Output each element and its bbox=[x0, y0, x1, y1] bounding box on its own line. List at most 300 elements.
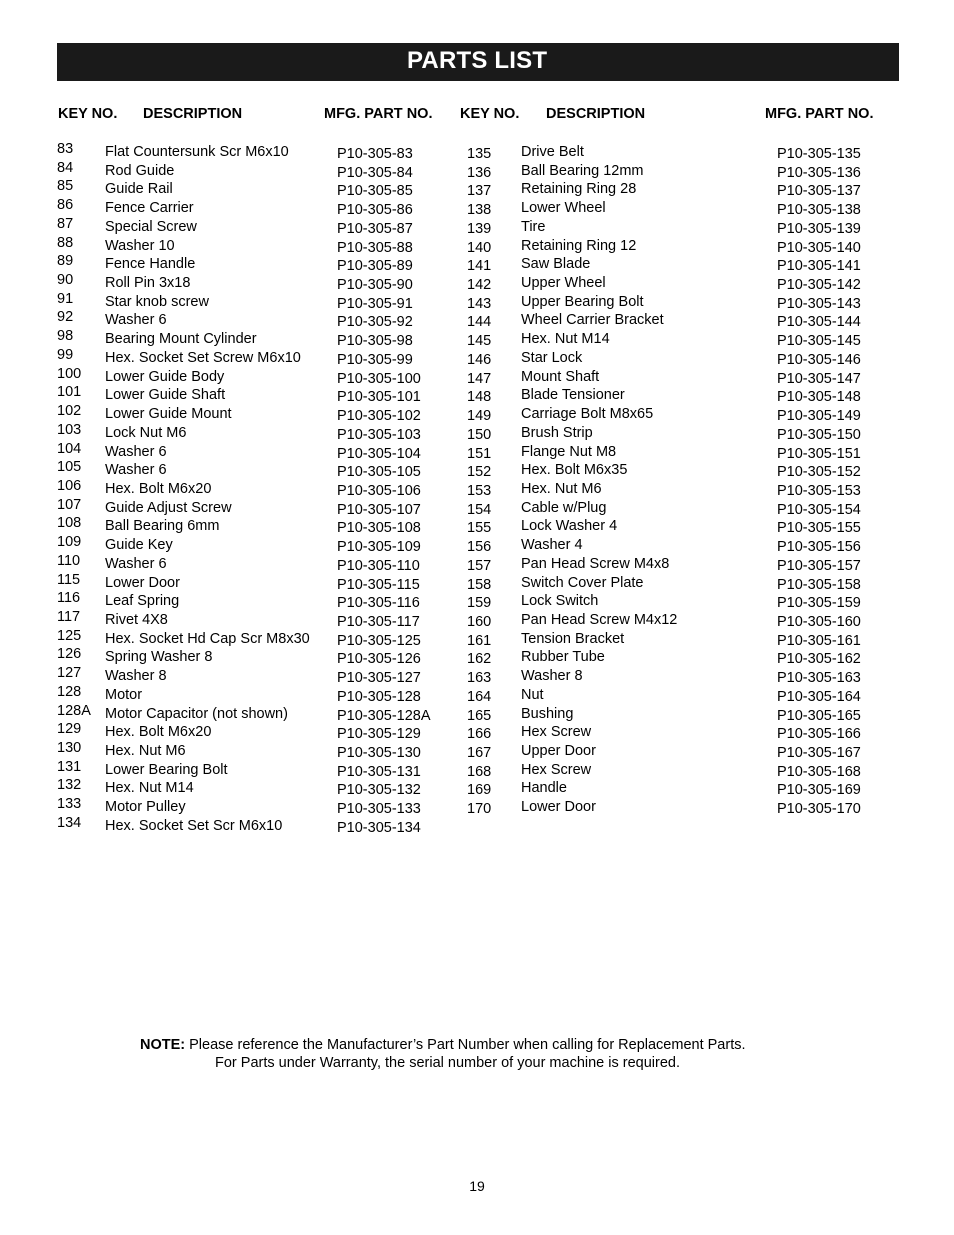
mfg-part-number: P10-305-162 bbox=[777, 651, 861, 668]
key-number: 100 bbox=[57, 365, 82, 382]
key-number: 146 bbox=[467, 351, 492, 368]
header-part-left: MFG. PART NO. bbox=[324, 106, 433, 122]
table-row bbox=[467, 386, 887, 405]
mfg-part-number: P10-305-147 bbox=[777, 370, 861, 387]
mfg-part-number: P10-305-168 bbox=[777, 763, 861, 780]
table-row bbox=[467, 218, 887, 237]
table-row bbox=[57, 180, 457, 199]
part-description: Upper Door bbox=[521, 743, 596, 759]
part-description: Washer 8 bbox=[521, 668, 583, 685]
table-row bbox=[57, 496, 457, 518]
key-number: 84 bbox=[57, 159, 74, 176]
mfg-part-number: P10-305-104 bbox=[337, 445, 421, 462]
part-description: Nut bbox=[521, 686, 544, 703]
mfg-part-number: P10-305-169 bbox=[777, 782, 861, 799]
mfg-part-number: P10-305-149 bbox=[777, 408, 861, 425]
part-description: Tension Bracket bbox=[521, 630, 625, 647]
key-number: 162 bbox=[467, 651, 492, 668]
key-number: 127 bbox=[57, 665, 82, 682]
parts-table-right bbox=[467, 143, 887, 817]
table-row bbox=[467, 443, 887, 462]
key-number: 128 bbox=[57, 683, 82, 700]
part-description: Carriage Bolt M8x65 bbox=[521, 406, 654, 423]
table-row bbox=[57, 440, 457, 462]
part-description: Ball Bearing 6mm bbox=[105, 518, 220, 535]
table-row bbox=[467, 143, 887, 162]
part-description: Star knob screw bbox=[105, 293, 209, 310]
mfg-part-number: P10-305-106 bbox=[337, 482, 421, 499]
part-description: Spring Washer 8 bbox=[105, 649, 213, 666]
part-description: Mount Shaft bbox=[521, 368, 600, 385]
part-description: Motor bbox=[105, 686, 143, 703]
key-number: 125 bbox=[57, 627, 82, 644]
key-number: 141 bbox=[467, 258, 492, 275]
part-description: Retaining Ring 28 bbox=[521, 181, 637, 198]
table-row bbox=[467, 648, 887, 667]
table-row bbox=[57, 274, 457, 293]
part-description: Lower Bearing Bolt bbox=[105, 761, 228, 778]
part-description: Hex. Nut M6 bbox=[521, 480, 602, 497]
mfg-part-number: P10-305-134 bbox=[337, 819, 421, 836]
mfg-part-number: P10-305-145 bbox=[777, 333, 861, 350]
mfg-part-number: P10-305-166 bbox=[777, 726, 861, 743]
header-key-left: KEY NO. bbox=[58, 106, 118, 122]
part-description: Lower Door bbox=[521, 799, 596, 816]
key-number: 168 bbox=[467, 763, 492, 780]
mfg-part-number: P10-305-143 bbox=[777, 295, 861, 312]
key-number: 169 bbox=[467, 782, 492, 799]
mfg-part-number: P10-305-159 bbox=[777, 595, 861, 612]
table-row bbox=[57, 421, 457, 443]
table-row bbox=[57, 702, 457, 724]
page-title: PARTS LIST bbox=[407, 47, 548, 74]
table-row bbox=[57, 592, 457, 611]
mfg-part-number: P10-305-129 bbox=[337, 726, 421, 743]
table-row bbox=[467, 798, 887, 817]
key-number: 142 bbox=[467, 277, 492, 294]
mfg-part-number: P10-305-100 bbox=[337, 370, 421, 387]
table-row bbox=[467, 180, 887, 199]
part-description: Tire bbox=[521, 218, 546, 235]
mfg-part-number: P10-305-99 bbox=[337, 351, 413, 368]
part-description: Pan Head Screw M4x12 bbox=[521, 611, 678, 628]
mfg-part-number: P10-305-90 bbox=[337, 277, 413, 294]
part-description: Guide Rail bbox=[105, 181, 173, 198]
key-number: 89 bbox=[57, 253, 74, 270]
part-description: Star Lock bbox=[521, 349, 583, 366]
part-description: Hex. Nut M6 bbox=[105, 743, 186, 759]
mfg-part-number: P10-305-127 bbox=[337, 670, 421, 687]
table-row bbox=[57, 199, 457, 218]
part-description: Hex. Socket Hd Cap Scr M8x30 bbox=[105, 630, 310, 647]
table-row bbox=[57, 779, 457, 798]
key-number: 99 bbox=[57, 346, 74, 363]
part-description: Rod Guide bbox=[105, 162, 175, 179]
mfg-part-number: P10-305-161 bbox=[777, 632, 861, 649]
part-description: Guide Adjust Screw bbox=[105, 499, 232, 516]
key-number: 145 bbox=[467, 333, 492, 350]
mfg-part-number: P10-305-109 bbox=[337, 539, 421, 556]
table-row bbox=[467, 517, 887, 536]
part-description: Hex. Nut M14 bbox=[105, 780, 194, 797]
table-row bbox=[57, 667, 457, 686]
key-number: 128A bbox=[57, 702, 91, 719]
parts-table-left bbox=[57, 143, 457, 836]
table-row bbox=[467, 574, 887, 593]
key-number: 126 bbox=[57, 646, 82, 663]
mfg-part-number: P10-305-117 bbox=[337, 613, 420, 630]
table-row bbox=[57, 648, 457, 667]
key-number: 158 bbox=[467, 576, 492, 593]
table-row bbox=[57, 742, 457, 761]
mfg-part-number: P10-305-167 bbox=[777, 745, 861, 761]
table-row bbox=[57, 477, 457, 499]
key-number: 104 bbox=[57, 440, 82, 457]
mfg-part-number: P10-305-153 bbox=[777, 482, 861, 499]
table-row bbox=[57, 517, 457, 536]
table-row bbox=[467, 330, 887, 349]
table-row bbox=[467, 630, 887, 649]
key-number: 140 bbox=[467, 239, 492, 256]
part-description: Rubber Tube bbox=[521, 649, 605, 666]
key-number: 83 bbox=[57, 141, 74, 157]
mfg-part-number: P10-305-116 bbox=[337, 595, 420, 612]
part-description: Upper Bearing Bolt bbox=[521, 293, 644, 310]
key-number: 117 bbox=[57, 608, 81, 625]
mfg-part-number: P10-305-133 bbox=[337, 801, 421, 818]
key-number: 87 bbox=[57, 215, 74, 232]
mfg-part-number: P10-305-156 bbox=[777, 539, 861, 556]
header-description-left: DESCRIPTION bbox=[143, 106, 243, 122]
key-number: 152 bbox=[467, 464, 492, 481]
key-number: 106 bbox=[57, 477, 82, 494]
mfg-part-number: P10-305-84 bbox=[337, 164, 413, 181]
key-number: 167 bbox=[467, 745, 492, 761]
key-number: 116 bbox=[57, 590, 81, 607]
key-number: 147 bbox=[467, 370, 492, 387]
mfg-part-number: P10-305-136 bbox=[777, 164, 861, 181]
part-description: Hex. Socket Set Scr M6x10 bbox=[105, 817, 283, 834]
key-number: 86 bbox=[57, 197, 74, 214]
key-number: 137 bbox=[467, 183, 492, 200]
table-row bbox=[57, 627, 457, 649]
mfg-part-number: P10-305-142 bbox=[777, 277, 861, 294]
part-description: Ball Bearing 12mm bbox=[521, 162, 644, 179]
key-number: 150 bbox=[467, 426, 492, 443]
table-row bbox=[467, 255, 887, 274]
key-number: 133 bbox=[57, 796, 82, 813]
mfg-part-number: P10-305-110 bbox=[337, 557, 420, 574]
key-number: 131 bbox=[57, 758, 82, 775]
mfg-part-number: P10-305-150 bbox=[777, 426, 861, 443]
table-row bbox=[57, 234, 457, 256]
key-number: 110 bbox=[57, 552, 81, 569]
key-number: 101 bbox=[57, 384, 82, 401]
mfg-part-number: P10-305-92 bbox=[337, 314, 413, 331]
part-description: Upper Wheel bbox=[521, 275, 606, 292]
mfg-part-number: P10-305-98 bbox=[337, 333, 413, 350]
table-row bbox=[467, 761, 887, 780]
part-description: Lock Switch bbox=[521, 593, 599, 610]
table-row bbox=[57, 159, 457, 181]
key-number: 135 bbox=[467, 146, 492, 162]
part-description: Handle bbox=[521, 780, 567, 797]
part-description: Washer 4 bbox=[521, 537, 583, 554]
header-part-right: MFG. PART NO. bbox=[765, 106, 874, 122]
table-row bbox=[57, 386, 457, 405]
key-number: 91 bbox=[57, 290, 74, 307]
mfg-part-number: P10-305-139 bbox=[777, 220, 861, 237]
key-number: 132 bbox=[57, 777, 82, 794]
table-row bbox=[57, 143, 457, 162]
table-row bbox=[467, 779, 887, 798]
table-row bbox=[467, 667, 887, 686]
mfg-part-number: P10-305-137 bbox=[777, 183, 861, 200]
table-row bbox=[57, 346, 457, 368]
key-number: 143 bbox=[467, 295, 492, 312]
table-row bbox=[57, 215, 457, 237]
part-description: Saw Blade bbox=[521, 256, 591, 273]
page-number: 19 bbox=[469, 1178, 485, 1194]
part-description: Washer 6 bbox=[105, 443, 167, 460]
part-description: Roll Pin 3x18 bbox=[105, 275, 191, 292]
note-label: NOTE: bbox=[140, 1037, 186, 1053]
part-description: Lock Washer 4 bbox=[521, 518, 618, 535]
mfg-part-number: P10-305-101 bbox=[337, 389, 421, 406]
table-row bbox=[57, 723, 457, 742]
key-number: 134 bbox=[57, 814, 82, 831]
part-description: Switch Cover Plate bbox=[521, 574, 644, 591]
key-number: 144 bbox=[467, 314, 492, 331]
key-number: 107 bbox=[57, 496, 82, 513]
part-description: Lower Guide Mount bbox=[105, 406, 232, 423]
mfg-part-number: P10-305-135 bbox=[777, 146, 861, 162]
key-number: 155 bbox=[467, 520, 492, 537]
key-number: 157 bbox=[467, 557, 492, 574]
part-description: Lock Nut M6 bbox=[105, 424, 187, 441]
mfg-part-number: P10-305-125 bbox=[337, 632, 421, 649]
part-description: Lower Wheel bbox=[521, 200, 606, 217]
table-row bbox=[467, 723, 887, 742]
mfg-part-number: P10-305-140 bbox=[777, 239, 861, 256]
table-row bbox=[467, 536, 887, 555]
mfg-part-number: P10-305-158 bbox=[777, 576, 861, 593]
table-row bbox=[467, 480, 887, 499]
key-number: 129 bbox=[57, 721, 82, 738]
note-text-1: Please reference the Manufacturer’s Part Number when calling for Replacement Parts. bbox=[185, 1037, 746, 1053]
part-description: Wheel Carrier Bracket bbox=[521, 312, 664, 329]
table-row bbox=[57, 683, 457, 705]
mfg-part-number: P10-305-170 bbox=[777, 801, 861, 818]
mfg-part-number: P10-305-108 bbox=[337, 520, 421, 537]
table-row bbox=[467, 349, 887, 368]
key-number: 165 bbox=[467, 707, 492, 724]
key-number: 164 bbox=[467, 688, 492, 705]
table-row bbox=[57, 814, 457, 836]
table-row bbox=[57, 290, 457, 312]
key-number: 102 bbox=[57, 403, 82, 420]
mfg-part-number: P10-305-152 bbox=[777, 464, 861, 481]
note-line-1 bbox=[140, 1036, 746, 1054]
key-number: 163 bbox=[467, 670, 492, 687]
table-row bbox=[57, 311, 457, 330]
part-description: Flat Countersunk Scr M6x10 bbox=[105, 144, 289, 160]
table-row bbox=[467, 405, 887, 424]
table-row bbox=[467, 424, 887, 443]
table-row bbox=[57, 405, 457, 424]
table-row bbox=[467, 705, 887, 724]
key-number: 151 bbox=[467, 445, 492, 462]
table-row bbox=[57, 798, 457, 817]
table-row bbox=[467, 742, 887, 761]
table-row bbox=[57, 330, 457, 349]
mfg-part-number: P10-305-91 bbox=[337, 295, 413, 312]
part-description: Hex. Bolt M6x20 bbox=[105, 724, 212, 741]
table-row bbox=[467, 162, 887, 181]
part-description: Cable w/Plug bbox=[521, 499, 607, 516]
table-row bbox=[467, 311, 887, 330]
key-number: 154 bbox=[467, 501, 492, 518]
table-row bbox=[57, 461, 457, 480]
table-row bbox=[57, 255, 457, 274]
table-row bbox=[467, 461, 887, 480]
mfg-part-number: P10-305-155 bbox=[777, 520, 861, 537]
mfg-part-number: P10-305-164 bbox=[777, 688, 861, 705]
part-description: Leaf Spring bbox=[105, 593, 180, 610]
table-row bbox=[57, 536, 457, 555]
mfg-part-number: P10-305-148 bbox=[777, 389, 861, 406]
key-number: 161 bbox=[467, 632, 492, 649]
mfg-part-number: P10-305-103 bbox=[337, 426, 421, 443]
part-description: Motor Pulley bbox=[105, 799, 186, 816]
key-number: 160 bbox=[467, 613, 492, 630]
mfg-part-number: P10-305-128A bbox=[337, 707, 431, 724]
key-number: 92 bbox=[57, 309, 74, 326]
part-description: Washer 6 bbox=[105, 555, 167, 572]
mfg-part-number: P10-305-126 bbox=[337, 651, 421, 668]
mfg-part-number: P10-305-130 bbox=[337, 745, 421, 761]
part-description: Rivet 4X8 bbox=[105, 611, 168, 628]
part-description: Drive Belt bbox=[521, 144, 584, 160]
part-description: Blade Tensioner bbox=[521, 387, 625, 404]
part-description: Washer 6 bbox=[105, 312, 167, 329]
part-description: Fence Carrier bbox=[105, 200, 194, 217]
key-number: 130 bbox=[57, 740, 82, 756]
part-description: Motor Capacitor (not shown) bbox=[105, 705, 288, 722]
mfg-part-number: P10-305-83 bbox=[337, 146, 413, 162]
key-number: 88 bbox=[57, 234, 74, 251]
table-row bbox=[467, 274, 887, 293]
key-number: 105 bbox=[57, 459, 82, 476]
part-description: Washer 10 bbox=[105, 237, 175, 254]
table-row bbox=[467, 611, 887, 630]
part-description: Pan Head Screw M4x8 bbox=[521, 555, 670, 572]
part-description: Hex. Bolt M6x20 bbox=[105, 480, 212, 497]
part-description: Washer 8 bbox=[105, 668, 167, 685]
key-number: 159 bbox=[467, 595, 492, 612]
title-banner bbox=[57, 43, 899, 81]
part-description: Lower Guide Shaft bbox=[105, 387, 226, 404]
mfg-part-number: P10-305-86 bbox=[337, 202, 413, 219]
mfg-part-number: P10-305-157 bbox=[777, 557, 861, 574]
part-description: Bushing bbox=[521, 705, 574, 722]
part-description: Lower Guide Body bbox=[105, 368, 225, 385]
key-number: 153 bbox=[467, 482, 492, 499]
table-row bbox=[467, 499, 887, 518]
mfg-part-number: P10-305-165 bbox=[777, 707, 861, 724]
table-row bbox=[57, 552, 457, 574]
key-number: 148 bbox=[467, 389, 492, 406]
mfg-part-number: P10-305-105 bbox=[337, 464, 421, 481]
mfg-part-number: P10-305-144 bbox=[777, 314, 861, 331]
mfg-part-number: P10-305-160 bbox=[777, 613, 861, 630]
part-description: Guide Key bbox=[105, 537, 173, 554]
part-description: Hex. Nut M14 bbox=[521, 331, 610, 348]
part-description: Hex Screw bbox=[521, 724, 592, 741]
part-description: Hex. Socket Set Screw M6x10 bbox=[105, 349, 301, 366]
table-row bbox=[467, 686, 887, 705]
mfg-part-number: P10-305-85 bbox=[337, 183, 413, 200]
part-description: Hex. Bolt M6x35 bbox=[521, 462, 628, 479]
part-description: Retaining Ring 12 bbox=[521, 237, 637, 254]
mfg-part-number: P10-305-146 bbox=[777, 351, 861, 368]
table-row bbox=[467, 555, 887, 574]
table-row bbox=[467, 293, 887, 312]
key-number: 170 bbox=[467, 801, 492, 818]
header-description-right: DESCRIPTION bbox=[546, 106, 646, 122]
key-number: 115 bbox=[57, 571, 81, 588]
table-row bbox=[467, 592, 887, 611]
mfg-part-number: P10-305-131 bbox=[337, 763, 421, 780]
mfg-part-number: P10-305-102 bbox=[337, 408, 421, 425]
table-row bbox=[57, 365, 457, 387]
table-row bbox=[57, 608, 457, 630]
key-number: 139 bbox=[467, 220, 492, 237]
table-row bbox=[467, 368, 887, 387]
part-description: Bearing Mount Cylinder bbox=[105, 331, 257, 348]
key-number: 103 bbox=[57, 421, 82, 438]
part-description: Flange Nut M8 bbox=[521, 443, 617, 460]
mfg-part-number: P10-305-87 bbox=[337, 220, 413, 237]
mfg-part-number: P10-305-141 bbox=[777, 258, 861, 275]
part-description: Washer 6 bbox=[105, 462, 167, 479]
mfg-part-number: P10-305-163 bbox=[777, 670, 861, 687]
key-number: 156 bbox=[467, 539, 492, 556]
key-number: 108 bbox=[57, 515, 82, 532]
table-row bbox=[57, 758, 457, 780]
table-row bbox=[57, 571, 457, 593]
mfg-part-number: P10-305-89 bbox=[337, 258, 413, 275]
mfg-part-number: P10-305-128 bbox=[337, 688, 421, 705]
table-row bbox=[467, 237, 887, 256]
key-number: 138 bbox=[467, 202, 492, 219]
key-number: 98 bbox=[57, 328, 74, 345]
table-row bbox=[467, 199, 887, 218]
mfg-part-number: P10-305-151 bbox=[777, 445, 861, 462]
mfg-part-number: P10-305-154 bbox=[777, 501, 861, 518]
part-description: Hex Screw bbox=[521, 761, 592, 778]
part-description: Brush Strip bbox=[521, 424, 593, 441]
header-key-right: KEY NO. bbox=[460, 106, 520, 122]
key-number: 109 bbox=[57, 534, 82, 551]
key-number: 166 bbox=[467, 726, 492, 743]
part-description: Lower Door bbox=[105, 574, 180, 591]
mfg-part-number: P10-305-115 bbox=[337, 576, 420, 593]
part-description: Fence Handle bbox=[105, 256, 196, 273]
mfg-part-number: P10-305-132 bbox=[337, 782, 421, 799]
mfg-part-number: P10-305-138 bbox=[777, 202, 861, 219]
part-description: Special Screw bbox=[105, 218, 197, 235]
